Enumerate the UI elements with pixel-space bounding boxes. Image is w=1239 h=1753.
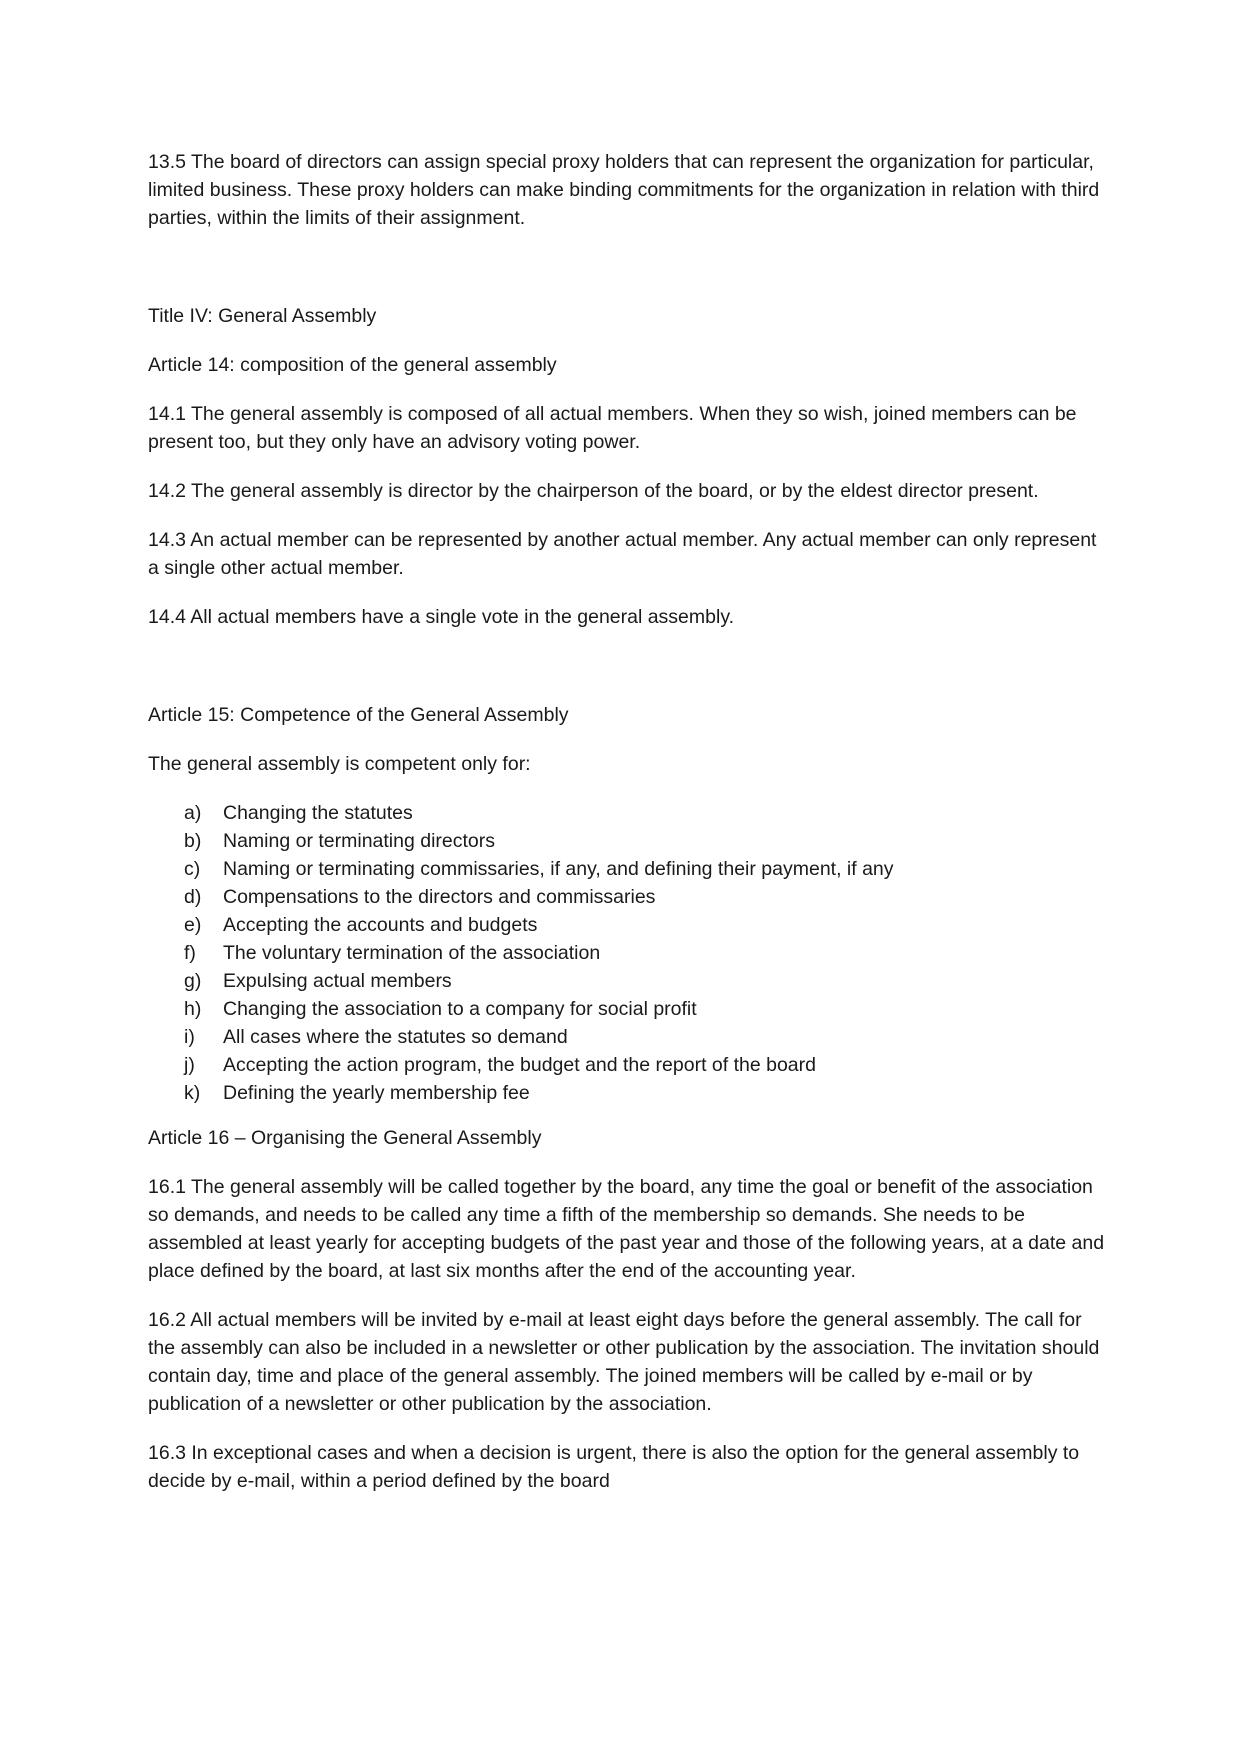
spacer <box>148 652 1108 701</box>
list-marker: c) <box>184 858 201 880</box>
list-item <box>148 827 1108 855</box>
paragraph-14-1: 14.1 The general assembly is composed of all actual members. When they so wish, joined members can be present too, but they only have an advisory voting power. <box>148 403 1077 453</box>
spacer <box>148 253 1108 302</box>
list-marker: f) <box>184 942 196 964</box>
competence-list <box>148 799 1108 1107</box>
list-marker: i) <box>184 1026 195 1048</box>
document-body <box>148 148 1108 1516</box>
list-item <box>148 939 1108 967</box>
list-item <box>148 967 1108 995</box>
title-iv-heading: Title IV: General Assembly <box>148 305 377 327</box>
list-item-text: Accepting the action program, the budget and the report of the board <box>223 1054 816 1076</box>
list-item <box>148 1079 1108 1107</box>
paragraph-14-2: 14.2 The general assembly is director by the chairperson of the board, or by the eldest director present. <box>148 480 1039 502</box>
list-item-text: The voluntary termination of the association <box>223 942 601 964</box>
list-marker: e) <box>184 914 202 936</box>
list-item-text: Changing the statutes <box>223 802 413 824</box>
paragraph-16-3: 16.3 In exceptional cases and when a decision is urgent, there is also the option for the general assembly to decide by e-mail, within a period defined by the board <box>148 1442 1080 1492</box>
list-item <box>148 995 1108 1023</box>
list-item <box>148 883 1108 911</box>
article-14-heading: Article 14: composition of the general assembly <box>148 354 557 376</box>
paragraph-14-4: 14.4 All actual members have a single vote in the general assembly. <box>148 606 735 628</box>
list-item <box>148 911 1108 939</box>
list-marker: b) <box>184 830 202 852</box>
paragraph-16-1: 16.1 The general assembly will be called together by the board, any time the goal or benefit of the association so demands, and needs to be called any time a fifth of the membership so demands. She needs to be assembled at least yearly for accepting budgets of the past year and those of the following years, at a date and place defined by the board, at last six months after the end of the accounting year. <box>148 1176 1105 1282</box>
list-item-text: Naming or terminating commissaries, if any, and defining their payment, if any <box>223 858 894 880</box>
list-item <box>148 799 1108 827</box>
paragraph-14-3: 14.3 An actual member can be represented by another actual member. Any actual member can only represent a single other actual member. <box>148 529 1097 579</box>
list-marker: g) <box>184 970 202 992</box>
list-item-text: Compensations to the directors and commissaries <box>223 886 656 908</box>
list-item <box>148 855 1108 883</box>
list-marker: k) <box>184 1082 201 1104</box>
list-marker: a) <box>184 802 202 824</box>
list-marker: h) <box>184 998 202 1020</box>
list-item-text: Expulsing actual members <box>223 970 452 992</box>
list-item <box>148 1051 1108 1079</box>
list-item-text: Changing the association to a company for social profit <box>223 998 697 1020</box>
article-15-intro: The general assembly is competent only for: <box>148 753 531 775</box>
paragraph-16-2: 16.2 All actual members will be invited by e-mail at least eight days before the general assembly. The call for the assembly can also be included in a newsletter or other publication by the association. The invitation should contain day, time and place of the general assembly. The joined members will be called by e-mail or by publication of a newsletter or other publication by the association. <box>148 1309 1100 1415</box>
list-marker: j) <box>184 1054 195 1076</box>
list-marker: d) <box>184 886 202 908</box>
paragraph-13-5: 13.5 The board of directors can assign special proxy holders that can represent the organization for particular, limited business. These proxy holders can make binding commitments for the organization in relation with third parties, within the limits of their assignment. <box>148 151 1100 229</box>
list-item-text: Accepting the accounts and budgets <box>223 914 538 936</box>
list-item-text: All cases where the statutes so demand <box>223 1026 568 1048</box>
list-item <box>148 1023 1108 1051</box>
list-item-text: Naming or terminating directors <box>223 830 496 852</box>
article-15-heading: Article 15: Competence of the General Assembly <box>148 704 569 726</box>
list-item-text: Defining the yearly membership fee <box>223 1082 530 1104</box>
article-16-heading: Article 16 – Organising the General Assembly <box>148 1127 542 1149</box>
